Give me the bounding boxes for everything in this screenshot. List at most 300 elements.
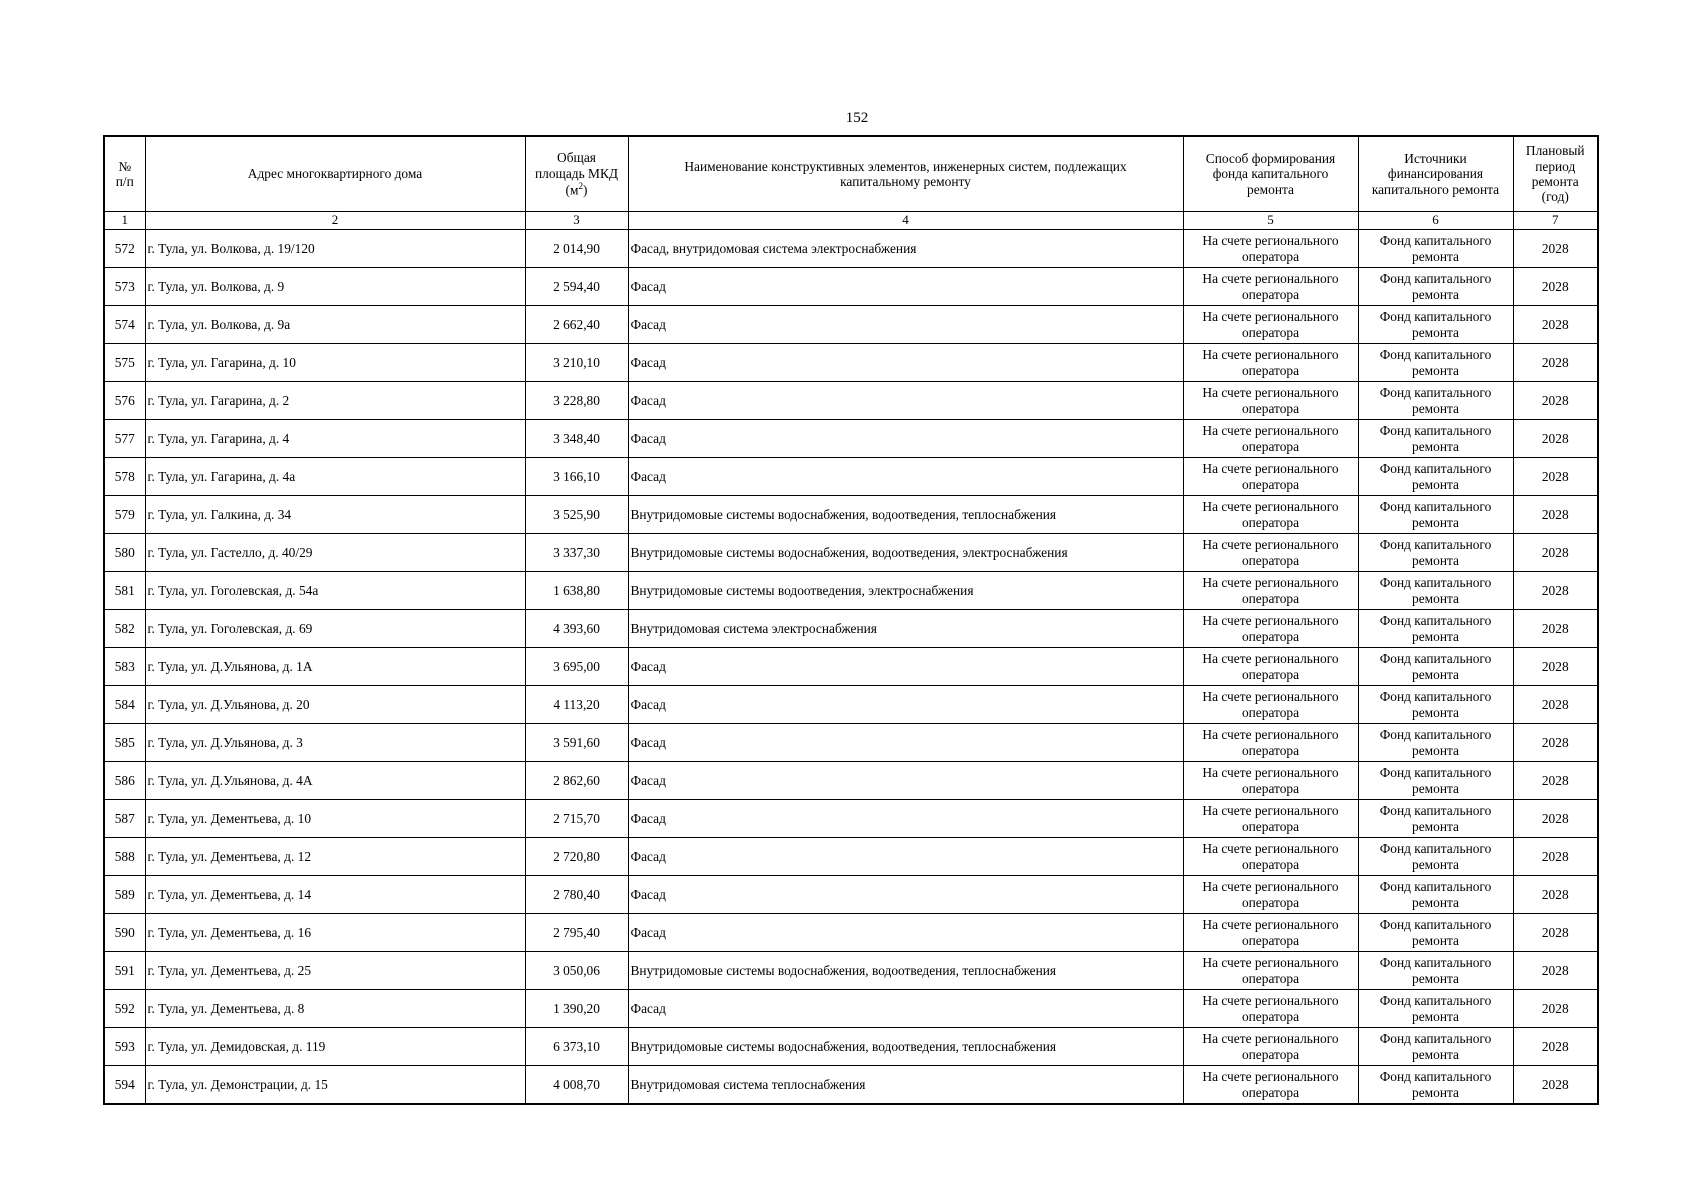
header-num-line2: п/п	[115, 174, 134, 189]
row-source	[1358, 534, 1513, 572]
row-source-line2: ремонта	[1412, 324, 1459, 340]
row-number: 594	[104, 1066, 145, 1105]
row-source-line1: Фонд капитального	[1379, 613, 1492, 629]
row-year: 2028	[1513, 344, 1598, 382]
header-method-line2: фонда капитального	[1212, 166, 1329, 182]
row-source	[1358, 648, 1513, 686]
header-period	[1513, 136, 1598, 212]
row-address: г. Тула, ул. Дементьева, д. 8	[145, 990, 525, 1028]
row-address: г. Тула, ул. Дементьева, д. 14	[145, 876, 525, 914]
row-method-line1: На счете регионального	[1202, 803, 1339, 819]
row-address: г. Тула, ул. Дементьева, д. 10	[145, 800, 525, 838]
row-number: 577	[104, 420, 145, 458]
row-area: 2 780,40	[525, 876, 628, 914]
row-source	[1358, 230, 1513, 268]
row-method-line2: оператора	[1241, 704, 1300, 720]
row-address: г. Тула, ул. Волкова, д. 9а	[145, 306, 525, 344]
header-elements	[628, 136, 1183, 212]
row-address: г. Тула, ул. Гоголевская, д. 54а	[145, 572, 525, 610]
row-address: г. Тула, ул. Д.Ульянова, д. 4А	[145, 762, 525, 800]
row-number: 586	[104, 762, 145, 800]
row-method	[1183, 344, 1358, 382]
row-elements: Фасад	[628, 990, 1183, 1028]
row-area: 2 715,70	[525, 800, 628, 838]
row-method	[1183, 458, 1358, 496]
row-elements: Фасад	[628, 382, 1183, 420]
row-address: г. Тула, ул. Д.Ульянова, д. 20	[145, 686, 525, 724]
column-number: 4	[628, 212, 1183, 230]
row-method-line2: оператора	[1241, 894, 1300, 910]
row-area: 3 695,00	[525, 648, 628, 686]
row-source-line1: Фонд капитального	[1379, 1031, 1492, 1047]
row-method-line1: На счете регионального	[1202, 917, 1339, 933]
row-source-line2: ремонта	[1412, 362, 1459, 378]
row-source-line2: ремонта	[1412, 704, 1459, 720]
row-method-line2: оператора	[1241, 970, 1300, 986]
row-number: 584	[104, 686, 145, 724]
row-address: г. Тула, ул. Д.Ульянова, д. 3	[145, 724, 525, 762]
row-method-line1: На счете регионального	[1202, 537, 1339, 553]
row-source	[1358, 1028, 1513, 1066]
row-source	[1358, 306, 1513, 344]
row-year: 2028	[1513, 382, 1598, 420]
row-area: 3 228,80	[525, 382, 628, 420]
row-method	[1183, 306, 1358, 344]
row-method-line2: оператора	[1241, 780, 1300, 796]
table-row	[104, 610, 1598, 648]
row-elements: Фасад	[628, 838, 1183, 876]
table-row	[104, 1066, 1598, 1105]
row-source-line2: ремонта	[1412, 1084, 1459, 1100]
row-source-line2: ремонта	[1412, 476, 1459, 492]
row-source-line2: ремонта	[1412, 742, 1459, 758]
header-source-line2: финансирования	[1387, 166, 1484, 182]
row-method	[1183, 914, 1358, 952]
row-address: г. Тула, ул. Гагарина, д. 4	[145, 420, 525, 458]
header-area-line1: Общая	[557, 150, 596, 166]
row-method-line2: оператора	[1241, 400, 1300, 416]
header-period-line2: период	[1535, 158, 1576, 174]
row-source	[1358, 762, 1513, 800]
row-elements: Внутридомовые системы водоснабжения, водоотведения, теплоснабжения	[628, 952, 1183, 990]
row-year: 2028	[1513, 534, 1598, 572]
row-method	[1183, 648, 1358, 686]
row-source	[1358, 800, 1513, 838]
row-year: 2028	[1513, 610, 1598, 648]
table-row	[104, 914, 1598, 952]
row-number: 587	[104, 800, 145, 838]
row-source-line1: Фонд капитального	[1379, 461, 1492, 477]
row-area: 1 390,20	[525, 990, 628, 1028]
row-area: 3 591,60	[525, 724, 628, 762]
row-source-line1: Фонд капитального	[1379, 537, 1492, 553]
table-row	[104, 648, 1598, 686]
row-source-line1: Фонд капитального	[1379, 993, 1492, 1009]
row-method-line2: оператора	[1241, 818, 1300, 834]
row-method-line2: оператора	[1241, 1046, 1300, 1062]
row-area: 3 166,10	[525, 458, 628, 496]
row-source-line1: Фонд капитального	[1379, 841, 1492, 857]
row-method-line2: оператора	[1241, 1008, 1300, 1024]
row-method-line2: оператора	[1241, 590, 1300, 606]
row-method	[1183, 686, 1358, 724]
row-year: 2028	[1513, 800, 1598, 838]
row-year: 2028	[1513, 1066, 1598, 1105]
row-year: 2028	[1513, 838, 1598, 876]
row-method	[1183, 610, 1358, 648]
row-method-line1: На счете регионального	[1202, 727, 1339, 743]
row-number: 575	[104, 344, 145, 382]
row-method-line2: оператора	[1241, 438, 1300, 454]
row-source-line2: ремонта	[1412, 780, 1459, 796]
row-elements: Фасад	[628, 876, 1183, 914]
column-number: 5	[1183, 212, 1358, 230]
row-year: 2028	[1513, 762, 1598, 800]
row-area: 3 210,10	[525, 344, 628, 382]
column-number: 6	[1358, 212, 1513, 230]
row-area: 3 337,30	[525, 534, 628, 572]
row-area: 3 525,90	[525, 496, 628, 534]
row-method-line1: На счете регионального	[1202, 499, 1339, 515]
row-method-line1: На счете регионального	[1202, 765, 1339, 781]
row-method-line1: На счете регионального	[1202, 271, 1339, 287]
row-method-line1: На счете регионального	[1202, 1069, 1339, 1085]
row-method	[1183, 420, 1358, 458]
row-address: г. Тула, ул. Демонстрации, д. 15	[145, 1066, 525, 1105]
row-method-line2: оператора	[1241, 514, 1300, 530]
row-source-line1: Фонд капитального	[1379, 955, 1492, 971]
row-area: 6 373,10	[525, 1028, 628, 1066]
row-source	[1358, 268, 1513, 306]
row-elements: Фасад, внутридомовая система электроснабжения	[628, 230, 1183, 268]
row-source-line1: Фонд капитального	[1379, 1069, 1492, 1085]
row-method	[1183, 724, 1358, 762]
row-address: г. Тула, ул. Галкина, д. 34	[145, 496, 525, 534]
row-year: 2028	[1513, 648, 1598, 686]
table-row	[104, 572, 1598, 610]
row-source-line2: ремонта	[1412, 666, 1459, 682]
column-number: 3	[525, 212, 628, 230]
row-source-line2: ремонта	[1412, 970, 1459, 986]
table-row	[104, 952, 1598, 990]
table-row	[104, 382, 1598, 420]
row-source	[1358, 572, 1513, 610]
row-source-line1: Фонд капитального	[1379, 917, 1492, 933]
row-method-line1: На счете регионального	[1202, 879, 1339, 895]
row-source-line2: ремонта	[1412, 894, 1459, 910]
row-area: 4 113,20	[525, 686, 628, 724]
row-source	[1358, 420, 1513, 458]
row-source-line1: Фонд капитального	[1379, 879, 1492, 895]
table-row	[104, 800, 1598, 838]
row-source-line1: Фонд капитального	[1379, 271, 1492, 287]
row-number: 580	[104, 534, 145, 572]
row-source	[1358, 458, 1513, 496]
table-row	[104, 686, 1598, 724]
row-method-line2: оператора	[1241, 476, 1300, 492]
row-source-line2: ремонта	[1412, 590, 1459, 606]
header-period-line4: (год)	[1541, 189, 1569, 205]
row-method-line2: оператора	[1241, 856, 1300, 872]
row-source-line1: Фонд капитального	[1379, 803, 1492, 819]
table-row	[104, 230, 1598, 268]
row-method	[1183, 1028, 1358, 1066]
row-method-line1: На счете регионального	[1202, 309, 1339, 325]
row-source-line1: Фонд капитального	[1379, 233, 1492, 249]
row-number: 591	[104, 952, 145, 990]
row-method-line2: оператора	[1241, 324, 1300, 340]
header-elements-line2: капитальному ремонту	[840, 174, 971, 189]
row-area: 2 594,40	[525, 268, 628, 306]
row-address: г. Тула, ул. Дементьева, д. 12	[145, 838, 525, 876]
row-method-line1: На счете регионального	[1202, 613, 1339, 629]
row-method-line2: оператора	[1241, 552, 1300, 568]
row-method	[1183, 382, 1358, 420]
table-row	[104, 344, 1598, 382]
row-source-line2: ремонта	[1412, 628, 1459, 644]
row-elements: Фасад	[628, 914, 1183, 952]
row-method-line1: На счете регионального	[1202, 575, 1339, 591]
row-method-line2: оператора	[1241, 666, 1300, 682]
row-source	[1358, 686, 1513, 724]
header-area-unit-close: )	[582, 182, 588, 198]
row-elements: Фасад	[628, 762, 1183, 800]
row-method-line2: оператора	[1241, 628, 1300, 644]
row-year: 2028	[1513, 458, 1598, 496]
table-row	[104, 458, 1598, 496]
header-source	[1358, 136, 1513, 212]
row-source	[1358, 344, 1513, 382]
header-period-line1: Плановый	[1525, 143, 1585, 159]
header-area-unit: (м	[565, 182, 579, 198]
header-area-line2: площадь МКД	[534, 165, 619, 181]
row-source-line2: ремонта	[1412, 438, 1459, 454]
row-number: 576	[104, 382, 145, 420]
row-address: г. Тула, ул. Волкова, д. 19/120	[145, 230, 525, 268]
row-method-line1: На счете регионального	[1202, 955, 1339, 971]
row-source-line1: Фонд капитального	[1379, 499, 1492, 515]
row-year: 2028	[1513, 306, 1598, 344]
row-number: 579	[104, 496, 145, 534]
header-source-line3: капитального ремонта	[1371, 181, 1500, 197]
header-address: Адрес многоквартирного дома	[145, 136, 525, 212]
row-method-line2: оператора	[1241, 932, 1300, 948]
row-elements: Фасад	[628, 648, 1183, 686]
row-source	[1358, 914, 1513, 952]
table-row	[104, 306, 1598, 344]
row-source	[1358, 990, 1513, 1028]
row-source	[1358, 952, 1513, 990]
header-num	[104, 136, 145, 212]
row-year: 2028	[1513, 1028, 1598, 1066]
row-area: 2 795,40	[525, 914, 628, 952]
row-method	[1183, 952, 1358, 990]
row-year: 2028	[1513, 914, 1598, 952]
header-source-line1: Источники	[1404, 150, 1467, 166]
row-address: г. Тула, ул. Гагарина, д. 10	[145, 344, 525, 382]
row-method	[1183, 876, 1358, 914]
table-row	[104, 724, 1598, 762]
row-method	[1183, 800, 1358, 838]
row-elements: Фасад	[628, 458, 1183, 496]
row-number: 593	[104, 1028, 145, 1066]
table-row	[104, 420, 1598, 458]
row-method	[1183, 534, 1358, 572]
row-year: 2028	[1513, 990, 1598, 1028]
column-number: 7	[1513, 212, 1598, 230]
row-elements: Фасад	[628, 268, 1183, 306]
row-method	[1183, 268, 1358, 306]
row-area: 1 638,80	[525, 572, 628, 610]
row-elements: Внутридомовые системы водоснабжения, водоотведения, теплоснабжения	[628, 1028, 1183, 1066]
row-elements: Внутридомовая система электроснабжения	[628, 610, 1183, 648]
repair-register-table	[103, 135, 1599, 1105]
row-number: 589	[104, 876, 145, 914]
row-address: г. Тула, ул. Демидовская, д. 119	[145, 1028, 525, 1066]
row-number: 573	[104, 268, 145, 306]
row-number: 590	[104, 914, 145, 952]
row-method-line1: На счете регионального	[1202, 689, 1339, 705]
table-row	[104, 496, 1598, 534]
row-source-line1: Фонд капитального	[1379, 651, 1492, 667]
row-source-line1: Фонд капитального	[1379, 575, 1492, 591]
column-number: 2	[145, 212, 525, 230]
header-area-unit-sup: 2	[578, 180, 583, 191]
header-row	[104, 136, 1598, 212]
row-method	[1183, 762, 1358, 800]
column-number: 1	[104, 212, 145, 230]
row-year: 2028	[1513, 952, 1598, 990]
row-area: 4 393,60	[525, 610, 628, 648]
row-number: 581	[104, 572, 145, 610]
row-area: 4 008,70	[525, 1066, 628, 1105]
row-year: 2028	[1513, 496, 1598, 534]
row-elements: Фасад	[628, 306, 1183, 344]
row-method-line2: оператора	[1241, 1084, 1300, 1100]
row-number: 574	[104, 306, 145, 344]
row-elements: Фасад	[628, 724, 1183, 762]
row-method	[1183, 572, 1358, 610]
row-source-line1: Фонд капитального	[1379, 385, 1492, 401]
row-source-line1: Фонд капитального	[1379, 727, 1492, 743]
row-year: 2028	[1513, 686, 1598, 724]
row-method-line1: На счете регионального	[1202, 651, 1339, 667]
row-source	[1358, 1066, 1513, 1105]
row-address: г. Тула, ул. Д.Ульянова, д. 1А	[145, 648, 525, 686]
table-row	[104, 1028, 1598, 1066]
row-source-line1: Фонд капитального	[1379, 765, 1492, 781]
row-address: г. Тула, ул. Дементьева, д. 16	[145, 914, 525, 952]
row-year: 2028	[1513, 572, 1598, 610]
row-method-line2: оператора	[1241, 362, 1300, 378]
table-body	[104, 230, 1598, 1105]
row-area: 2 662,40	[525, 306, 628, 344]
row-source-line2: ремонта	[1412, 1008, 1459, 1024]
row-source	[1358, 876, 1513, 914]
row-method	[1183, 230, 1358, 268]
page-number: 152	[845, 110, 869, 126]
row-source	[1358, 610, 1513, 648]
row-source-line2: ремонта	[1412, 400, 1459, 416]
row-method-line1: На счете регионального	[1202, 423, 1339, 439]
row-method-line1: На счете регионального	[1202, 1031, 1339, 1047]
row-number: 583	[104, 648, 145, 686]
row-source-line2: ремонта	[1412, 1046, 1459, 1062]
row-area: 3 348,40	[525, 420, 628, 458]
row-source-line2: ремонта	[1412, 514, 1459, 530]
row-source	[1358, 382, 1513, 420]
row-number: 582	[104, 610, 145, 648]
row-elements: Внутридомовые системы водоснабжения, водоотведения, электроснабжения	[628, 534, 1183, 572]
row-address: г. Тула, ул. Гагарина, д. 4а	[145, 458, 525, 496]
table-row	[104, 838, 1598, 876]
row-source-line2: ремонта	[1412, 248, 1459, 264]
row-year: 2028	[1513, 230, 1598, 268]
row-year: 2028	[1513, 268, 1598, 306]
row-area: 2 862,60	[525, 762, 628, 800]
row-source-line2: ремонта	[1412, 818, 1459, 834]
row-area: 3 050,06	[525, 952, 628, 990]
row-method-line2: оператора	[1241, 248, 1300, 264]
row-number: 578	[104, 458, 145, 496]
header-num-line1: №	[118, 158, 132, 174]
header-elements-line1: Наименование конструктивных элементов, инженерных систем, подлежащих	[684, 158, 1127, 174]
row-method-line1: На счете регионального	[1202, 993, 1339, 1009]
table-row	[104, 534, 1598, 572]
row-method-line1: На счете регионального	[1202, 841, 1339, 857]
row-source-line1: Фонд капитального	[1379, 689, 1492, 705]
header-method	[1183, 136, 1358, 212]
row-source	[1358, 496, 1513, 534]
header-method-line1: Способ формирования	[1205, 150, 1336, 166]
table-row	[104, 762, 1598, 800]
row-method-line2: оператора	[1241, 286, 1300, 302]
row-elements: Внутридомовые системы водоснабжения, водоотведения, теплоснабжения	[628, 496, 1183, 534]
row-source-line1: Фонд капитального	[1379, 347, 1492, 363]
row-address: г. Тула, ул. Гоголевская, д. 69	[145, 610, 525, 648]
header-area	[525, 136, 628, 212]
row-year: 2028	[1513, 724, 1598, 762]
row-method	[1183, 990, 1358, 1028]
row-address: г. Тула, ул. Дементьева, д. 25	[145, 952, 525, 990]
table-row	[104, 876, 1598, 914]
row-source-line1: Фонд капитального	[1379, 423, 1492, 439]
row-method-line1: На счете регионального	[1202, 233, 1339, 249]
table-row	[104, 268, 1598, 306]
row-source	[1358, 838, 1513, 876]
row-number: 588	[104, 838, 145, 876]
row-number: 572	[104, 230, 145, 268]
row-source-line2: ремонта	[1412, 552, 1459, 568]
row-number: 592	[104, 990, 145, 1028]
row-number: 585	[104, 724, 145, 762]
row-year: 2028	[1513, 876, 1598, 914]
row-address: г. Тула, ул. Волкова, д. 9	[145, 268, 525, 306]
row-area: 2 720,80	[525, 838, 628, 876]
row-elements: Фасад	[628, 800, 1183, 838]
row-source-line2: ремонта	[1412, 932, 1459, 948]
row-year: 2028	[1513, 420, 1598, 458]
row-source-line2: ремонта	[1412, 286, 1459, 302]
header-method-line3: ремонта	[1247, 181, 1294, 197]
row-method	[1183, 838, 1358, 876]
row-area: 2 014,90	[525, 230, 628, 268]
row-source-line2: ремонта	[1412, 856, 1459, 872]
row-method-line1: На счете регионального	[1202, 461, 1339, 477]
row-method	[1183, 496, 1358, 534]
header-period-line3: ремонта	[1531, 174, 1579, 189]
row-elements: Внутридомовые системы водоотведения, электроснабжения	[628, 572, 1183, 610]
